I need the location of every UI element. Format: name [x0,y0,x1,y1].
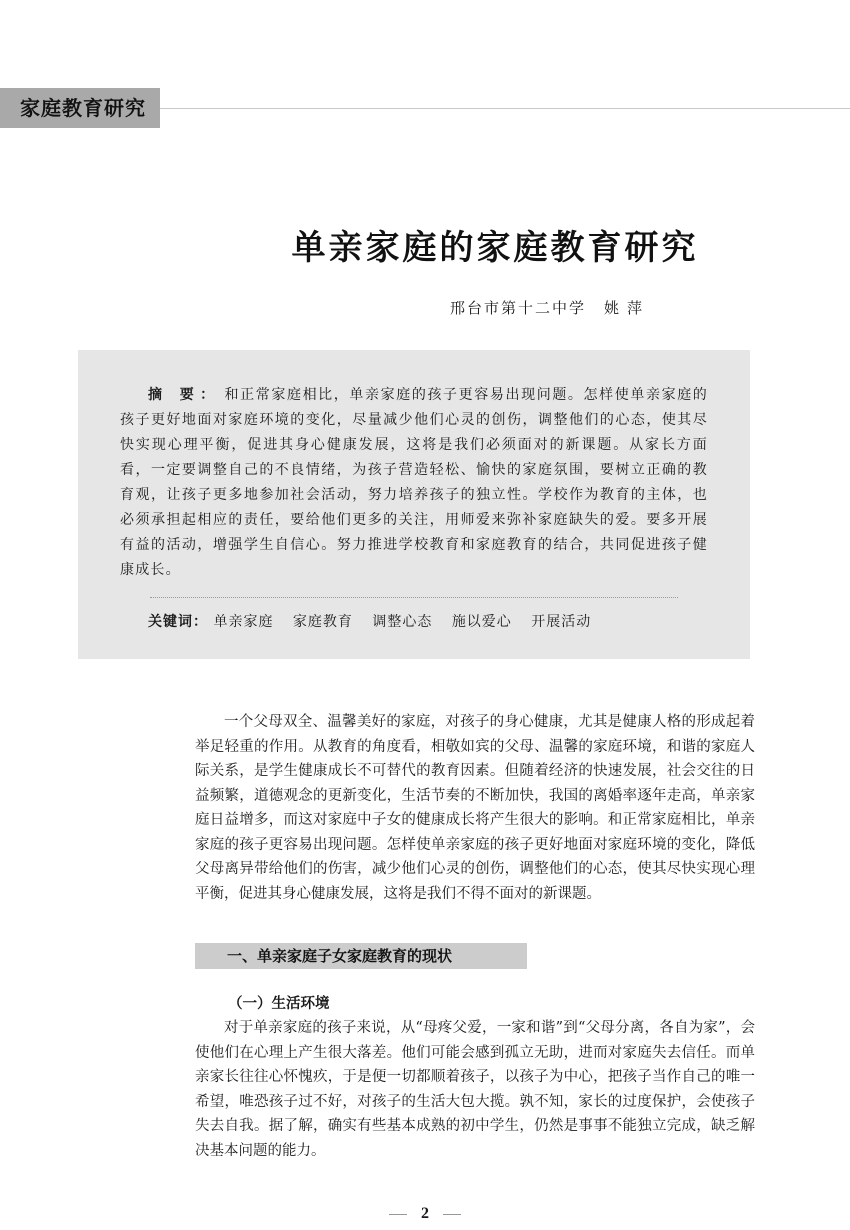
section-tag: 家庭教育研究 [0,88,160,128]
keywords-label: 关键词： [148,614,208,630]
article-title: 单亲家庭的家庭教育研究 [291,228,699,268]
abstract-label: 摘 要： [148,387,221,403]
keywords-line [120,610,708,634]
section-paragraph: 对于单亲家庭的孩子来说，从“母疼父爱，一家和谐”到“父母分离，各自为家”，会使他们在心理上产生很大落差。他们可能会感到孤立无助，进而对家庭失去信任。而单亲家长往往心怀愧疚，于是便一切都顺着孩子，以孩子为中心，把孩子当作自己的唯一希望，唯恐孩子过不好，对孩子的生活大包大揽。孰不知，家长的过度保护，会使孩子失去自我。据了解，确实有些基本成熟的初中学生，仍然是事事不能独立完成，缺乏解决基本问题的能力。 [195,1020,755,1159]
keyword: 调整心态 [372,614,433,630]
footer-dash-right [443,1214,461,1215]
author-name: 姚萍 [604,299,651,317]
keyword: 施以爱心 [451,614,512,630]
abstract [120,383,708,583]
author-affiliation: 邢台市第十二中学 [449,299,586,317]
keyword: 单亲家庭 [213,614,274,630]
section-heading: 一、单亲家庭子女家庭教育的现状 [195,943,527,969]
intro-section [195,710,755,906]
page-number: 2 [421,1205,429,1222]
subsection-heading: （一）生活环境 [228,996,330,1012]
header-rule [160,108,850,109]
intro-paragraph: 一个父母双全、温馨美好的家庭，对孩子的身心健康，尤其是健康人格的形成起着举足轻重的作用。从教育的角度看，相敬如宾的父母、温馨的家庭环境，和谐的家庭人际关系，是学生健康成长不可替代的教育因素。但随着经济的快速发展，社会交往的日益频繁，道德观念的更新变化，生活节奏的不断加快，我国的离婚率逐年走高，单亲家庭日益增多，而这对家庭中子女的健康成长将产生很大的影响。和正常家庭相比，单亲家庭的孩子更容易出现问题。怎样使单亲家庭的孩子更好地面对家庭环境的变化，降低父母离异带给他们的伤害，减少他们心灵的创伤，调整他们的心态，使其尽快实现心理平衡，促进其身心健康发展，这将是我们不得不面对的新课题。 [195,714,755,902]
author-line [400,296,700,320]
page-footer [0,1202,850,1226]
section-body [195,1016,755,1163]
abstract-box [78,350,750,659]
abstract-text: 和正常家庭相比，单亲家庭的孩子更容易出现问题。怎样使单亲家庭的孩子更好地面对家庭环境的变化，尽量减少他们心灵的创伤，调整他们的心态，使其尽快实现心理平衡，促进其身心健康发展，这将是我们必须面对的新课题。从家长方面看，一定要调整自己的不良情绪，为孩子营造轻松、愉快的家庭氛围，要树立正确的教育观，让孩子更多地参加社会活动，努力培养孩子的独立性。学校作为教育的主体，也必须承担起相应的责任，要给他们更多的关注，用师爱来弥补家庭缺失的爱。要多开展有益的活动，增强学生自信心。努力推进学校教育和家庭教育的结合，共同促进孩子健康成长。 [120,387,708,578]
keyword: 开展活动 [531,614,592,630]
footer-dash-left [389,1214,407,1215]
abstract-separator [150,597,678,598]
keyword: 家庭教育 [292,614,353,630]
